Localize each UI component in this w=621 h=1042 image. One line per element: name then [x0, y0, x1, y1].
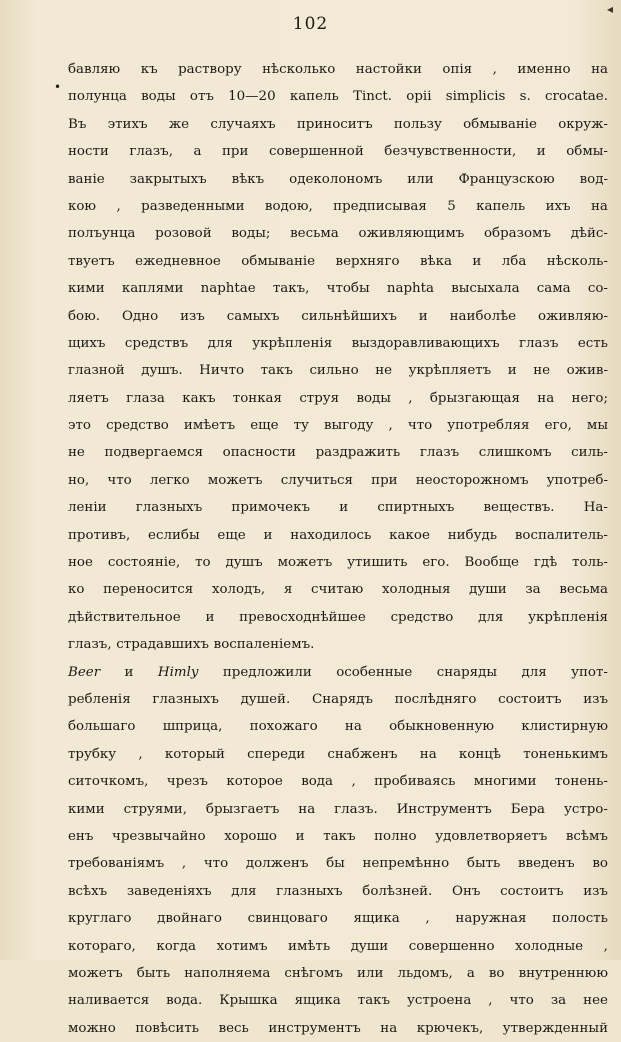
text-line: ребленія глазныхъ душей. Снарядъ послѣдняго состоитъ изъ	[68, 691, 608, 707]
text-line: глазъ, страдавшихъ воспаленіемъ.	[68, 637, 315, 653]
text-line: это средство имѣетъ еще ту выгоду , что употребляя его, мы	[68, 418, 608, 434]
text-line: леніи глазныхъ примочекъ и спиртныхъ веществъ. На-	[68, 500, 608, 516]
text-line: но, что легко можетъ случиться при неосторожномъ употреб-	[68, 472, 608, 488]
text-line: глазной душъ. Ничто такъ сильно не укрѣпляетъ и не ожив-	[68, 363, 608, 379]
text-line: ситочкомъ, чрезъ которое вода , пробиваясь многими тонень-	[68, 774, 608, 790]
text-line: кими струями, брызгаетъ на глазъ. Инструментъ Бера устро-	[68, 801, 608, 817]
text-line: не подвергаемся опасности раздражить глазъ слишкомъ силь-	[68, 445, 608, 461]
text-line: полунца воды отъ 10—20 капель Tinct. opii simplicis s. crocatae.	[68, 89, 608, 105]
text-line: наливается вода. Крышка ящика такъ устроена , что за нее	[68, 993, 608, 1009]
text-line: щихъ средствъ для укрѣпленія выздоравливающихъ глазъ есть	[68, 335, 608, 351]
text-line: большаго шприца, похожаго на обыкновенную клистирную	[68, 719, 608, 735]
text-line: котораго, когда хотимъ имѣть души совершенно холодные ,	[68, 938, 608, 954]
text-line: трубку , который спереди снабженъ на концѣ тоненькимъ	[68, 746, 608, 762]
page-number: 102	[292, 14, 329, 34]
text-line: бою. Одно изъ самыхъ сильнѣйшихъ и наиболѣе оживляю-	[68, 308, 608, 324]
text-line: круглаго двойнаго свинцоваго ящика , наружная полость	[68, 911, 608, 927]
text-line: енъ чрезвычайно хорошо и такъ полно удовлетворяетъ всѣмъ	[68, 828, 608, 844]
body-text	[68, 56, 608, 1042]
text-line: Beer и Himly предложили особенные снаряды для упот-	[68, 664, 608, 680]
text-line: требованіямъ , что долженъ бы непремѣнно быть введенъ во	[68, 856, 608, 872]
margin-mark: •	[54, 80, 62, 94]
text-line: твуетъ ежедневное обмыванiе верхняго вѣка и лба нѣсколь-	[68, 253, 608, 269]
corner-mark: ◂	[606, 2, 613, 16]
text-line: противъ, еслибы еще и находилось какое нибудь воспалитель-	[68, 527, 608, 543]
text-line: ко переносится холодъ, я считаю холодныя души за весьма	[68, 582, 608, 598]
text-line: ванiе закрытыхъ вѣкъ одеколономъ или Французскою вод-	[68, 171, 608, 187]
text-line: можно повѣсить весь инструментъ на крючекъ, утвержденный	[68, 1020, 608, 1036]
text-line: дѣйствительное и превосходнѣйшее средство для укрѣпленія	[68, 609, 608, 625]
text-line: ности глазъ, а при совершенной безчувственности, и обмы-	[68, 144, 608, 160]
text-line: всѣхъ заведеніяхъ для глазныхъ болѣзней. Онъ состоитъ изъ	[68, 883, 608, 899]
text-line: кими каплями naphtae такъ, чтобы naphta высыхала сама со-	[68, 281, 608, 297]
text-line: ляетъ глаза какъ тонкая струя воды , брызгающая на него;	[68, 390, 608, 406]
text-line: ное состоянiе, то душъ можетъ утишить его. Вообще гдѣ толь-	[68, 555, 608, 571]
text-line: бавляю къ раствору нѣсколько настойки опія , именно на	[68, 62, 608, 77]
text-line: полъунца розовой воды; весьма оживляющимъ образомъ дѣйс-	[68, 226, 608, 242]
text-line: кою , разведенными водою, предписывая 5 капель ихъ на	[68, 198, 608, 214]
text-line: можетъ быть наполняема снѣгомъ или льдомъ, а во внутреннюю	[68, 965, 608, 981]
text-line: Въ этихъ же случаяхъ приноситъ пользу обмыванiе окруж-	[68, 116, 608, 132]
